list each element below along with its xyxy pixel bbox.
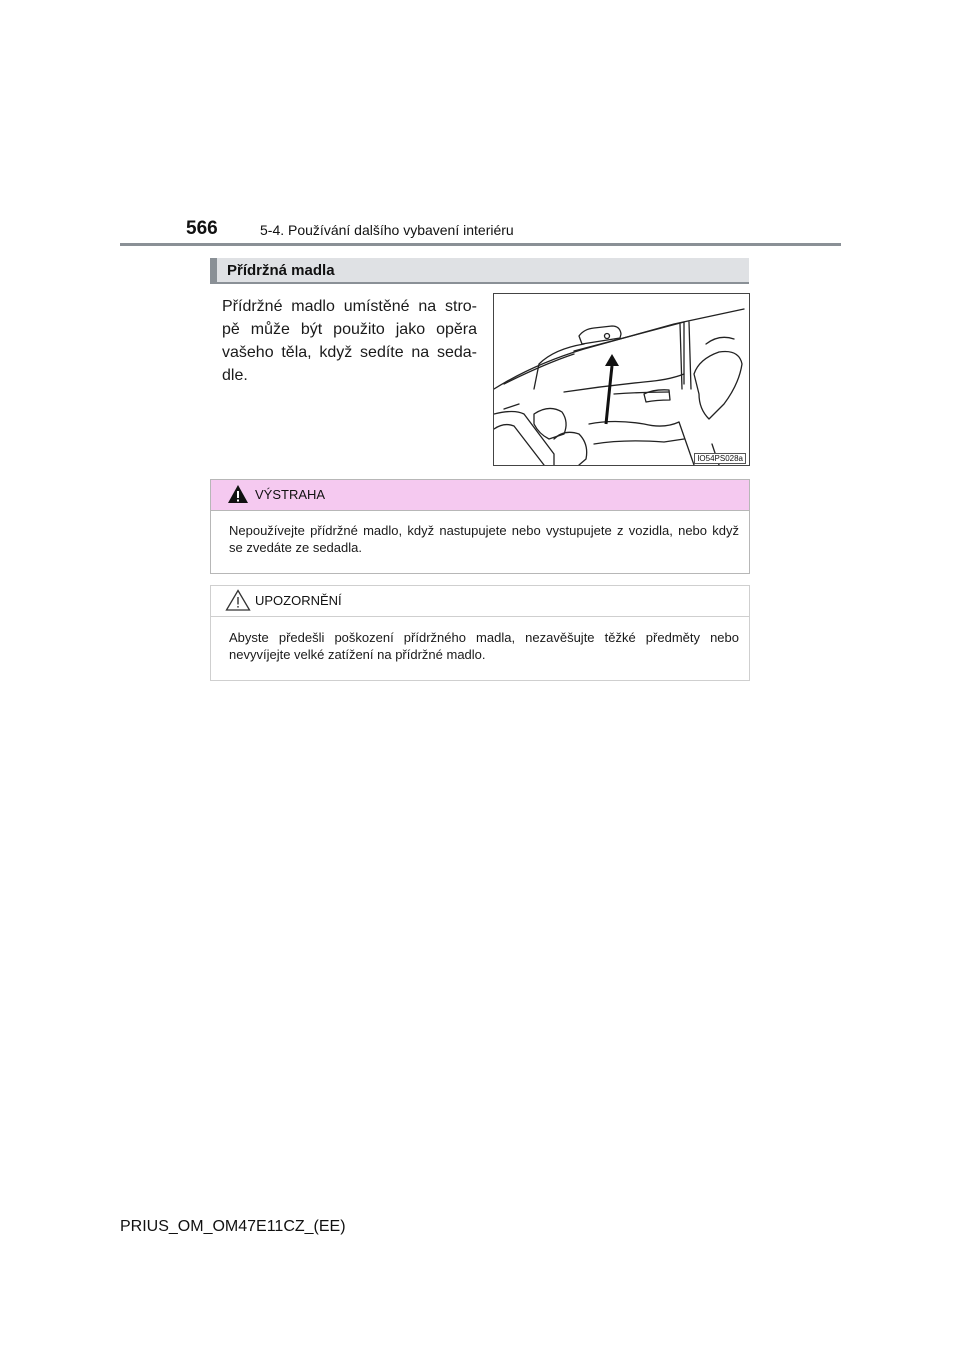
notice-header <box>211 586 749 617</box>
warning-filled-icon <box>227 484 249 509</box>
assist-grip-illustration <box>493 293 750 466</box>
image-code: IO54PS028a <box>694 453 746 464</box>
assist-grip-drawing <box>494 294 749 465</box>
caution-outline-icon <box>225 589 251 616</box>
warning-header <box>211 480 749 511</box>
page-number: 566 <box>186 218 218 239</box>
warning-title: VÝSTRAHA <box>255 487 326 502</box>
notice-text: Abyste předešli poškození přídržného madla, nezavěšujte těžké předměty nebo nevyvíjejte velké zatížení na přídržné madlo. <box>229 630 739 662</box>
notice-title: UPOZORNĚNÍ <box>255 593 342 608</box>
section-heading-text: Přídržná madla <box>227 262 335 279</box>
warning-text: Nepoužívejte přídržné madlo, když nastupujete nebo vystupujete z vozidla, nebo když se zvedáte ze sedadla. <box>229 523 739 555</box>
footer-code: PRIUS_OM_OM47E11CZ_(EE) <box>120 1218 346 1235</box>
section-heading <box>210 258 749 284</box>
notice-box <box>210 585 750 681</box>
warning-box <box>210 479 750 574</box>
chapter-title: 5-4. Používání dalšího vybavení interiéru <box>260 222 514 238</box>
header-rule <box>120 243 841 246</box>
section-body-text: Přídržné madlo umístěné na stro-pě může být použito jako opěra vašeho těla, když sedíte na seda-dle. <box>222 298 477 384</box>
